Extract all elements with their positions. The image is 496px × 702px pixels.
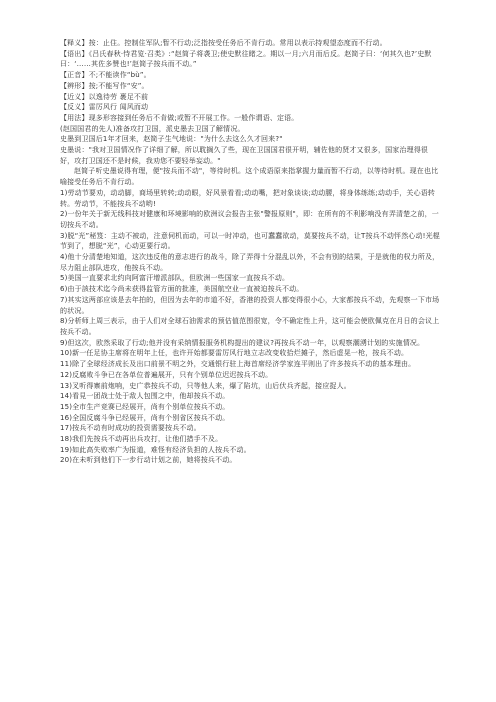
example-sentence: 5)美国一直要求北约向阿富汗增派部队，但欧洲一些国家一直按兵不动。: [60, 274, 290, 283]
example-sentence: 4)他十分清楚地知道，这次违反他的意志进行的战斗，除了弄得十分混乱以外，不会有别的结果，于是就他的权力所及，尽力阻止部队进攻，他按兵不动。: [60, 253, 440, 272]
example-sentence: 1)劳动节要劝，动动脚，商场里转转;动动眼，好风景看看;动动嘴，把对象谈谈;动动腰，将身体练练;动动手，关心语转转。劳动节，不能按兵不动哟!: [60, 188, 436, 208]
example-sentence: 12)反腐败斗争已在各单位普遍展开，只有个别单位迟迟按兵不动。: [60, 370, 273, 379]
paragraph-story: 史墨到卫国后1年才回来，赵简子生气地说："为什么去这么久才回来?": [60, 135, 283, 144]
paragraph-story: 史墨说："我对卫国情况作了详细了解，所以耽搁久了些，现在卫国国君很开明，辅佐他的贤才又很多，国家治理得很好，攻打卫国还不是时候，我劝您不要轻举妄动。": [60, 146, 429, 165]
example-sentence: 18)我们先按兵不动再出兵攻打，让他们措手不及。: [60, 435, 223, 444]
example-sentence: 3)脱“光”秘笈：主动不被动，注意伺机而动，可以一时冲动，也可蠢蠢欲动，莫要按兵不动，让T按兵不动怦然心动!光棍节到了，想脱“光”，心动更要行动。: [60, 231, 440, 251]
paragraph-explanation: 【释义】按：止住。控制住军队;暂不行动;泛指按受任务后不肯行动。常用以表示持观望态度而不行动。: [60, 39, 387, 47]
document-body: [60, 38, 442, 466]
example-sentence: 6)由于該技术迄今尚未获得监管方面的批准，美国航空业一直被迫按兵不动。: [60, 285, 304, 294]
example-sentence: 7)其实这两部应该是去年拍的，但因为去年的市道不好，香港的投资人都变得很小心，大家都按兵不动，先观察一下市场的状况。: [60, 295, 440, 315]
example-sentence: 19)如此高失败率广为报道，难怪有经济负担的人按兵不动。: [60, 445, 251, 454]
example-sentence: 16)全国反腐斗争已经展开，尚有个别省区按兵不动。: [60, 413, 230, 422]
example-sentence: 14)看見一团战士处于敌人包围之中，他却按兵不动。: [60, 392, 230, 401]
paragraph-story: (赵国国君的先人)准备攻打卫国，派史墨去卫国了解情况。: [60, 124, 245, 133]
example-sentence: 15)全市生产竞赛已经展开，尚有个别单位按兵不动。: [60, 402, 230, 411]
example-sentence: 10)新一任足协主席将在明年上任，也许开始都要雷厉风行地立志改变收拾烂摊子，然后虚晃一枪，按兵不动。: [60, 349, 409, 358]
example-sentence: 9)但这次，欧然采取了行动;他并没有采纳情报服务机构提出的建议?再按兵不动一年，以观察潮湧计划的实施情况。: [60, 338, 425, 347]
paragraph-antonyms: 【反义】雷厉风行 闻风而动: [60, 103, 149, 112]
example-sentence: 20)在未听到他们下一步行动计划之前，她将按兵不动。: [60, 456, 237, 465]
paragraph-pronunciation: 【正音】不;不能读作“bù”。: [60, 71, 151, 80]
paragraph-form: 【辨形】按;不能写作“安”。: [60, 81, 149, 90]
example-sentence: 17)按兵不动有时成功的投资需要按兵不动。: [60, 424, 201, 433]
paragraph-usage: 【用法】现多形容接到任务后不肯做;或暂不开展工作。一般作谓语、定语。: [60, 113, 299, 122]
paragraph-synonyms: 【近义】以逸待劳 裹足不前: [60, 92, 149, 101]
paragraph-story: 赵简子听史墨说得有理，便"按兵而不动"，等待时机。这个成语原来指掌握力量而暂不行动，以等待时机。现在也比喻接受任务后不肯行动。: [60, 167, 439, 187]
example-sentence: 8)分析师上周三表示，由于人们对全球石油需求的预估值范围很宽，令不确定性上升，这可能会使欧佩克在月日的会议上按兵不动。: [60, 317, 440, 336]
example-sentence: 13)叉听得寨前炮响，史广恭按兵不动，只等他人来，爆了陷坑，山后伏兵齐起，接应捉人。: [60, 381, 351, 390]
example-sentence: 2)一份年关于新无线科技对健康和环境影响的欧洲议会报告主张"警报原则"，即：在所有的不利影响没有弄清楚之前，一切按兵不动。: [60, 210, 439, 229]
example-sentence: 11)除了全球经济成长及出口前景不明之外，交通银行驻上海首席经济学家连平则出了许多按兵不动的基本理由。: [60, 360, 416, 369]
paragraph-source: 【语出】《吕氏春秋·恃君览·召类》:“赵简子将袭卫;使史默往睹之。期以一月;六月而后反。赵简子曰：‘何其久也?’史默曰：‘……其佐多赞也!’赵简子按兵而不动。”: [60, 49, 432, 69]
